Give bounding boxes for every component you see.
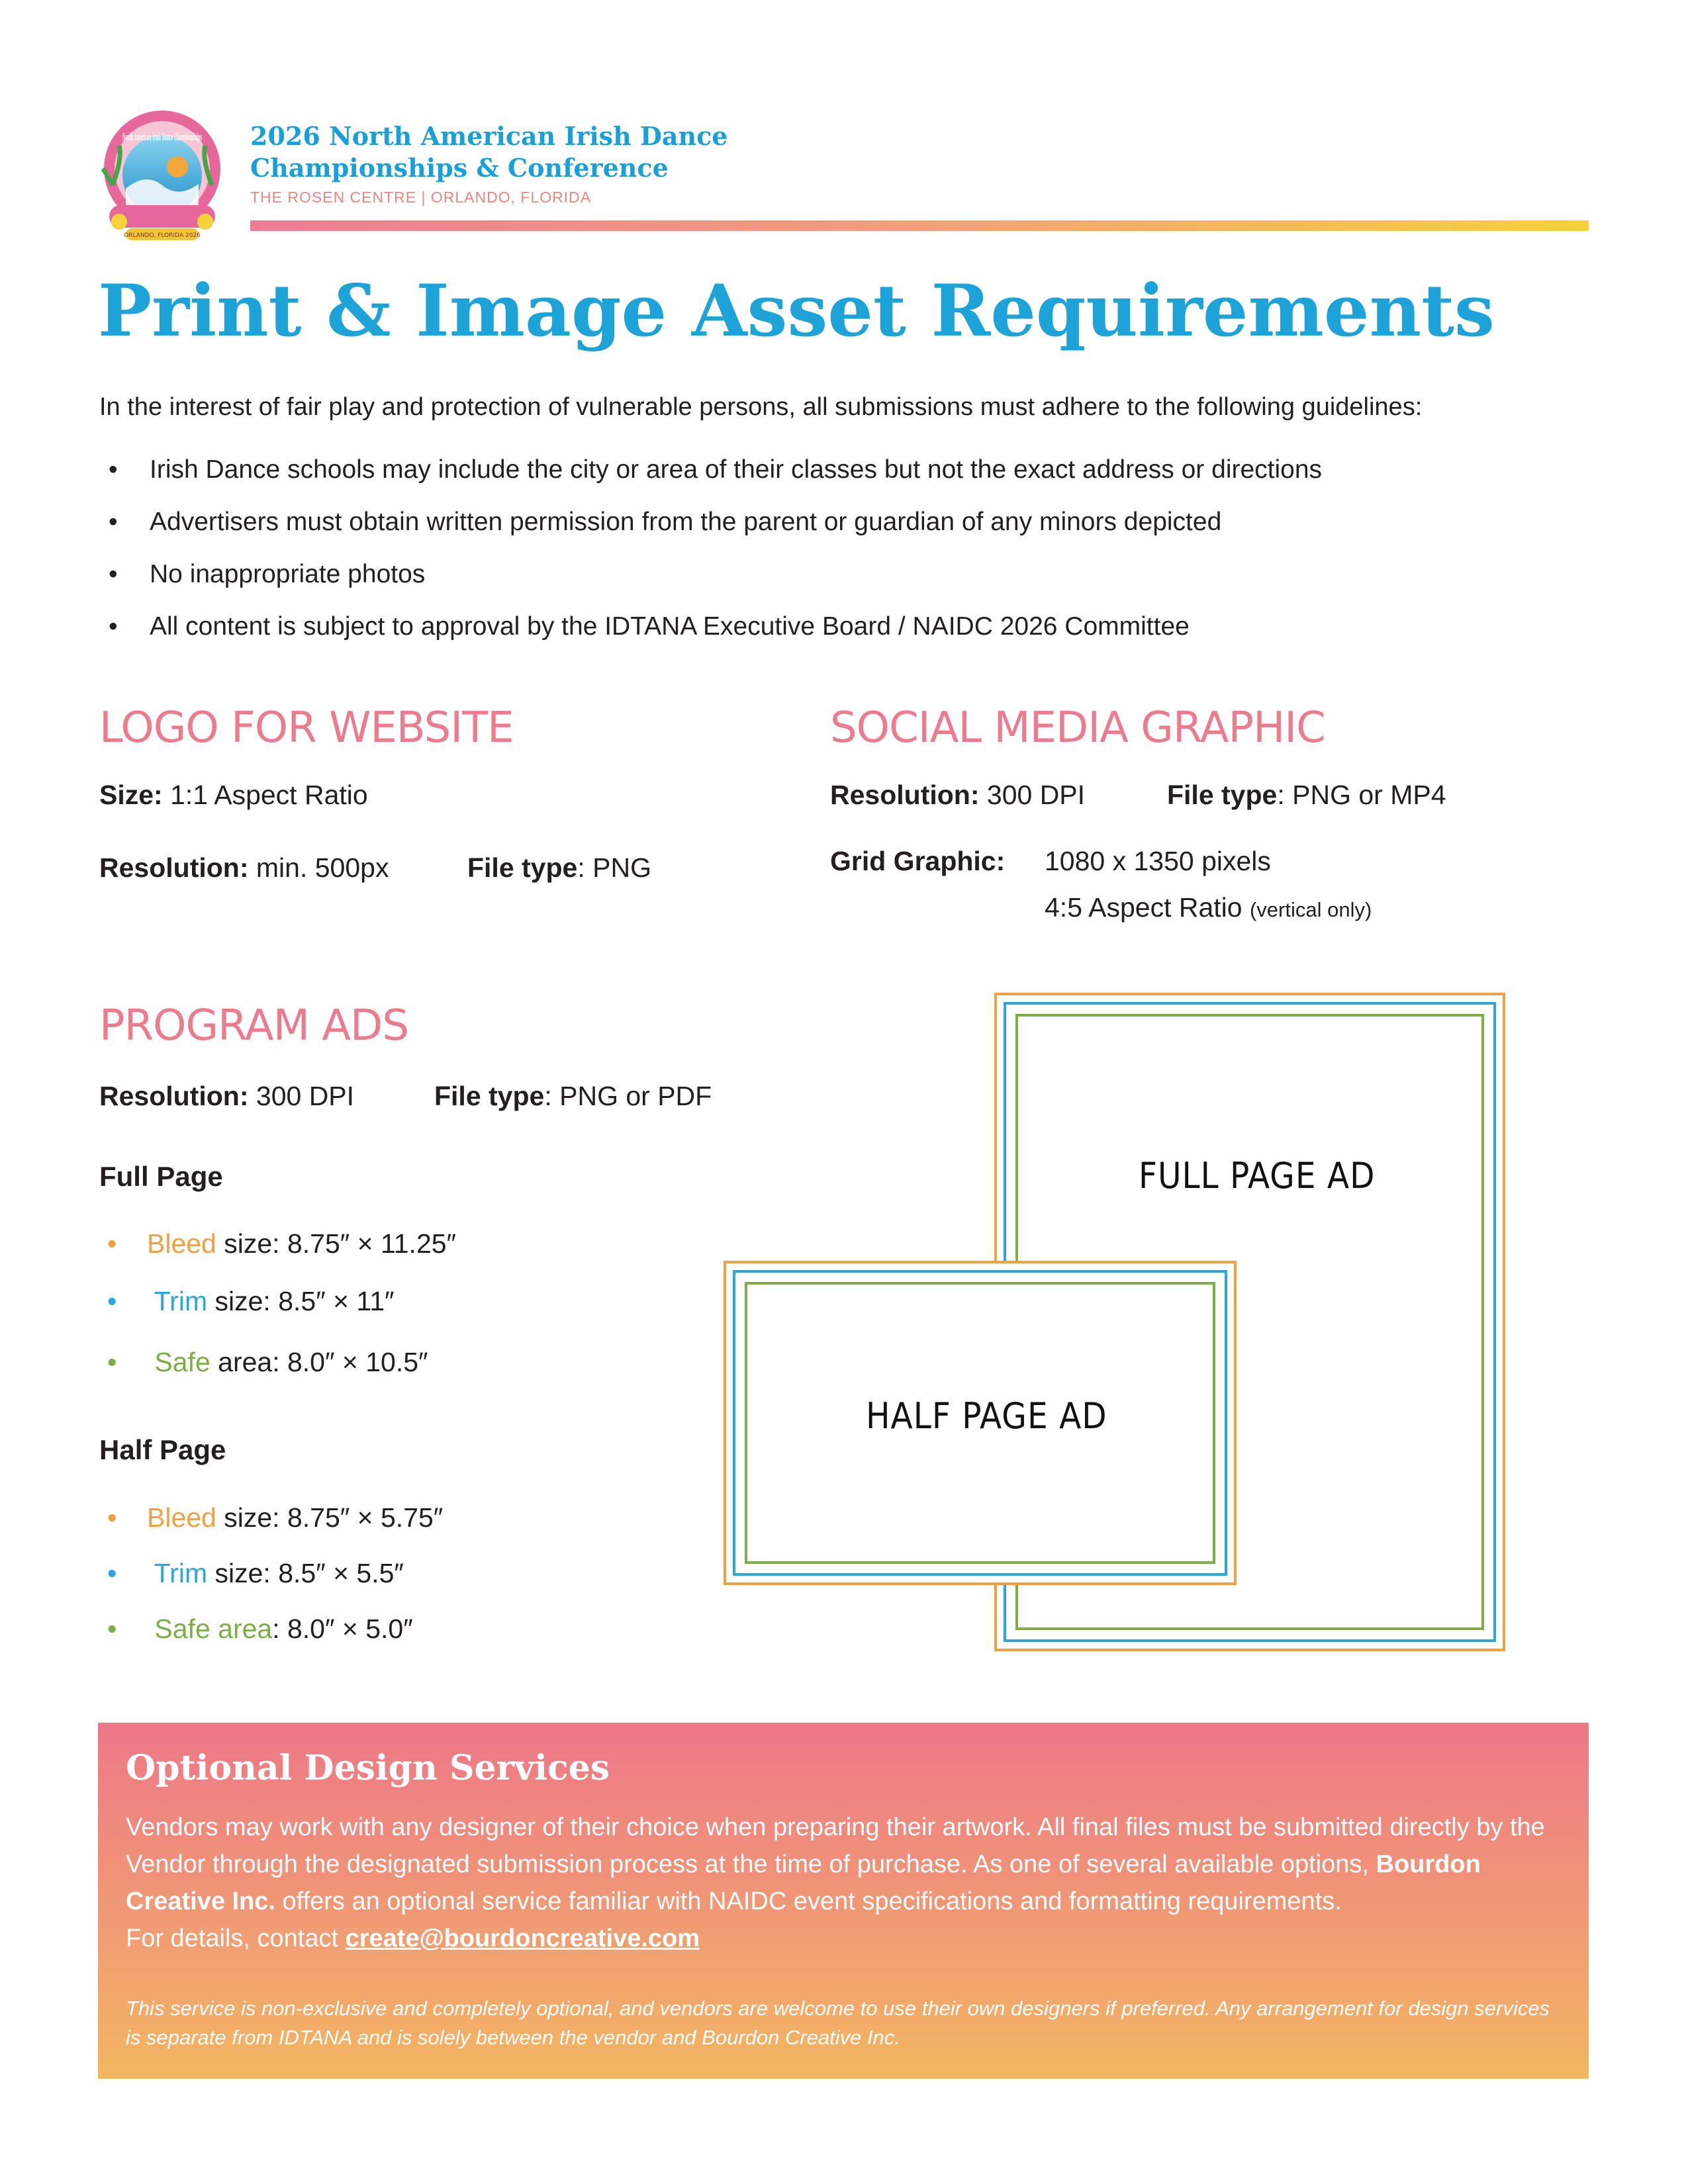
page-title: Print & Image Asset Requirements [98,269,1495,353]
contact-email-link[interactable]: create@bourdoncreative.com [345,1925,700,1952]
half-page-ad-label: HALF PAGE AD [866,1395,1107,1437]
list-item: • Advertisers must obtain written permission from the parent or guardian of any minors depicted [106,506,1322,539]
guidelines-list [106,453,1322,662]
list-item: • All content is subject to approval by the IDTANA Executive Board / NAIDC 2026 Committee [106,610,1322,643]
logo-section-heading: LOGO FOR WEBSITE [99,704,514,752]
social-grid-graphic: Grid Graphic: [830,846,1006,876]
logo-size: Size: 1:1 Aspect Ratio [99,780,368,810]
full-trim-spec: • Trim size: 8.5″ × 11″ [107,1284,395,1318]
list-item: • Irish Dance schools may include the city or area of their classes but not the exact address or directions [106,453,1322,486]
badge-subtext: ORLANDO, FLORIDA 2026 [124,232,201,239]
social-resolution: Resolution: 300 DPI [830,780,1086,810]
bullet-icon: • [109,508,118,536]
program-section-heading: PROGRAM ADS [99,1001,408,1050]
program-file-type: File type: PNG or PDF [434,1081,712,1111]
logo-resolution: Resolution: min. 500px [99,852,389,883]
design-services-panel [98,1723,1589,2079]
event-location: THE ROSEN CENTRE | ORLANDO, FLORIDA [250,189,592,206]
half-safe-spec: • Safe area: 8.0″ × 5.0″ [107,1612,413,1646]
bullet-icon: • [107,1558,117,1588]
full-page-ad-label: FULL PAGE AD [1139,1155,1376,1197]
bullet-icon: • [107,1286,117,1316]
bullet-icon: • [109,560,118,588]
full-bleed-spec: • Bleed size: 8.75″ × 11.25″ [107,1226,456,1261]
event-logo-badge [99,106,225,245]
full-safe-spec: • Safe area: 8.0″ × 10.5″ [107,1345,428,1379]
design-services-body: Vendors may work with any designer of their choice when preparing their artwork. All final files must be submitted directly by the Vendor through the designated submission process at the time of purchase. As one of several available options, Bourdon Creative Inc. offers an optional service familiar with NAIDC event specifications and formatting requirements. [126,1813,1545,1915]
full-page-heading: Full Page [99,1161,223,1192]
company-name: Bourdon Creative Inc. [126,1850,1481,1915]
bullet-icon: • [107,1502,117,1533]
social-file-type: File type: PNG or MP4 [1167,780,1446,810]
design-services-contact: For details, contact create@bourdoncreative.com [126,1925,700,1952]
social-section-heading: SOCIAL MEDIA GRAPHIC [830,704,1325,752]
social-grid-size: 1080 x 1350 pixels [1045,846,1271,876]
social-aspect: 4:5 Aspect Ratio (vertical only) [1045,892,1372,923]
design-services-note: This service is non-exclusive and completely optional, and vendors are welcome to use their own designers if preferred. Any arrangement for design services is separate from IDTANA and is solely between the vendor and Bourdon Creative Inc. [126,1997,1550,2049]
header-gradient-bar [250,220,1589,231]
half-trim-spec: • Trim size: 8.5″ × 5.5″ [107,1556,404,1590]
event-title-line2: Championships & Conference [250,153,669,183]
half-page-heading: Half Page [99,1434,226,1465]
intro-text: In the interest of fair play and protection of vulnerable persons, all submissions must adhere to the following guidelines: [99,393,1423,421]
bullet-icon: • [107,1614,117,1644]
logo-file-type: File type: PNG [467,852,651,883]
bullet-icon: • [107,1228,117,1259]
program-resolution: Resolution: 300 DPI [99,1081,355,1111]
event-title-line1: 2026 North American Irish Dance [250,121,728,151]
design-services-title: Optional Design Services [126,1748,610,1788]
event-title [250,120,727,184]
bullet-icon: • [107,1347,117,1377]
half-bleed-spec: • Bleed size: 8.75″ × 5.75″ [107,1500,443,1535]
badge-text: North American Irish Dance Championships [122,131,202,143]
bullet-icon: • [109,455,118,484]
bullet-icon: • [109,612,118,641]
list-item: • No inappropriate photos [106,558,1322,591]
